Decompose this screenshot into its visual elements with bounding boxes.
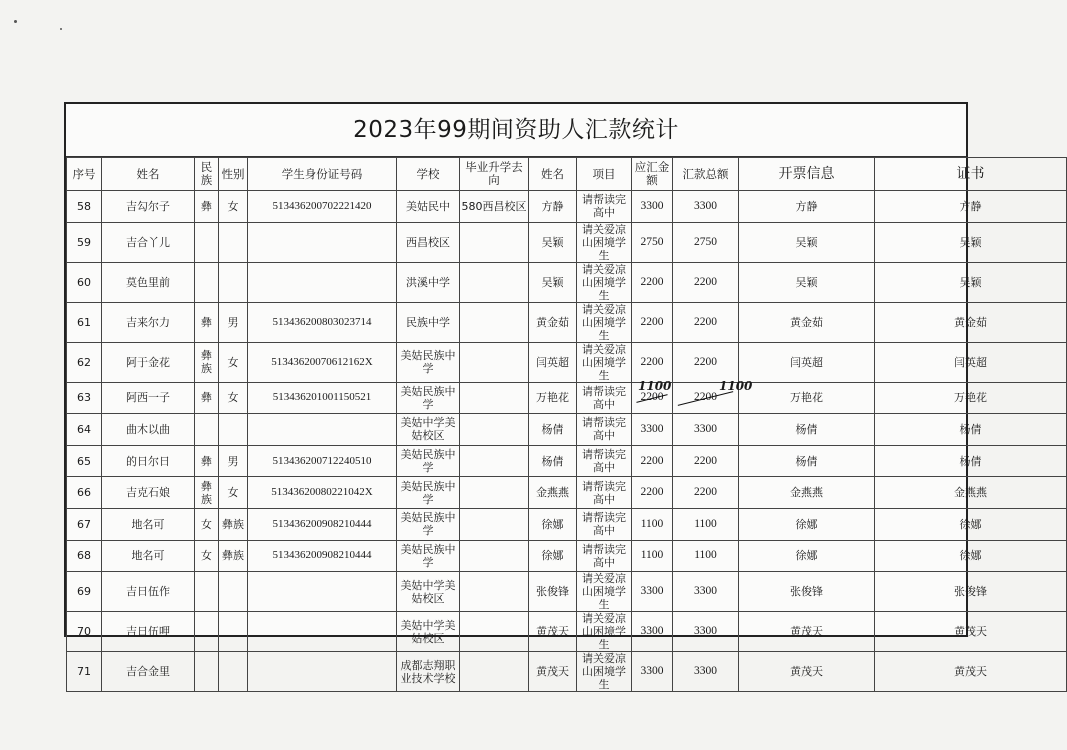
cell-seq: 70	[67, 612, 102, 652]
cell-due-amount: 3300	[632, 191, 673, 223]
cell-certificate: 张俊锋	[875, 572, 1067, 612]
cell-gender: 女	[219, 382, 248, 414]
cell-invoice: 徐娜	[739, 508, 875, 540]
cell-id-number: 51343620080221042X	[248, 477, 397, 509]
strike-through-mark	[636, 394, 667, 403]
header-school: 学校	[397, 158, 460, 191]
cell-gender	[219, 612, 248, 652]
cell-total-amount: 3300	[673, 652, 739, 692]
cell-invoice: 徐娜	[739, 540, 875, 572]
cell-sponsor-name: 黄金茹	[529, 302, 577, 342]
cell-certificate: 徐娜	[875, 540, 1067, 572]
cell-school: 美姑中学美姑校区	[397, 572, 460, 612]
cell-project: 请帮读完高中	[577, 540, 632, 572]
table-row	[67, 612, 1067, 652]
remittance-table	[66, 157, 1067, 692]
cell-project: 请关爱凉山困境学生	[577, 222, 632, 262]
cell-gender: 男	[219, 302, 248, 342]
cell-certificate: 杨倩	[875, 445, 1067, 477]
cell-project: 请帮读完高中	[577, 477, 632, 509]
cell-due-amount: 2200	[632, 342, 673, 382]
statistics-sheet	[64, 102, 987, 692]
cell-gender: 女	[219, 191, 248, 223]
cell-school: 美姑民族中学	[397, 382, 460, 414]
cell-invoice: 吴颖	[739, 262, 875, 302]
cell-student-name: 地名可	[102, 540, 195, 572]
scan-speck	[14, 20, 17, 23]
cell-total-amount: 2200	[673, 445, 739, 477]
cell-total-amount: 3300	[673, 612, 739, 652]
table-row	[67, 508, 1067, 540]
cell-ethnicity: 女	[195, 540, 219, 572]
cell-total-amount: 3300	[673, 191, 739, 223]
cell-graduation	[460, 302, 529, 342]
cell-seq: 71	[67, 652, 102, 692]
cell-graduation	[460, 540, 529, 572]
cell-total-amount: 3300	[673, 414, 739, 446]
table-row	[67, 222, 1067, 262]
header-graduation: 毕业升学去向	[460, 158, 529, 191]
cell-project: 请帮读完高中	[577, 445, 632, 477]
header-certificate: 证书	[875, 158, 1067, 191]
cell-seq: 69	[67, 572, 102, 612]
cell-sponsor-name: 万艳花	[529, 382, 577, 414]
cell-school: 美姑民族中学	[397, 540, 460, 572]
cell-invoice: 金燕燕	[739, 477, 875, 509]
cell-certificate: 吴颖	[875, 262, 1067, 302]
cell-due-amount: 2200	[632, 302, 673, 342]
cell-gender	[219, 572, 248, 612]
cell-due-amount: 1100	[632, 540, 673, 572]
cell-invoice: 吴颖	[739, 222, 875, 262]
cell-id-number: 513436201001150521	[248, 382, 397, 414]
cell-project: 请关爱凉山困境学生	[577, 572, 632, 612]
cell-sponsor-name: 杨倩	[529, 445, 577, 477]
cell-due-amount: 3300	[632, 652, 673, 692]
cell-id-number: 513436200803023714	[248, 302, 397, 342]
cell-certificate: 方静	[875, 191, 1067, 223]
sheet-title: 2023年99期间资助人汇款统计	[66, 104, 966, 157]
cell-invoice: 张俊锋	[739, 572, 875, 612]
cell-sponsor-name: 闫英超	[529, 342, 577, 382]
cell-graduation: 580西昌校区	[460, 191, 529, 223]
cell-student-name: 吉勾尔子	[102, 191, 195, 223]
cell-sponsor-name: 吴颖	[529, 262, 577, 302]
cell-certificate: 金燕燕	[875, 477, 1067, 509]
cell-student-name: 阿西一子	[102, 382, 195, 414]
cell-graduation	[460, 342, 529, 382]
cell-ethnicity: 女	[195, 508, 219, 540]
cell-graduation	[460, 652, 529, 692]
cell-seq: 67	[67, 508, 102, 540]
cell-gender	[219, 262, 248, 302]
cell-sponsor-name: 黄茂天	[529, 652, 577, 692]
cell-school: 美姑民族中学	[397, 508, 460, 540]
header-student-name: 姓名	[102, 158, 195, 191]
cell-project: 请关爱凉山困境学生	[577, 342, 632, 382]
cell-ethnicity	[195, 572, 219, 612]
cell-ethnicity: 彝族	[195, 477, 219, 509]
cell-certificate: 闫英超	[875, 342, 1067, 382]
cell-invoice: 方静	[739, 191, 875, 223]
cell-total-amount: 2200	[673, 302, 739, 342]
cell-certificate: 万艳花	[875, 382, 1067, 414]
cell-gender	[219, 652, 248, 692]
cell-gender	[219, 414, 248, 446]
table-row	[67, 382, 1067, 414]
cell-sponsor-name: 黄茂天	[529, 612, 577, 652]
cell-graduation	[460, 382, 529, 414]
cell-graduation	[460, 477, 529, 509]
cell-student-name: 的日尔日	[102, 445, 195, 477]
cell-id-number: 513436200908210444	[248, 508, 397, 540]
cell-total-amount: 2750	[673, 222, 739, 262]
table-row	[67, 302, 1067, 342]
header-ethnicity: 民族	[195, 158, 219, 191]
cell-student-name: 莫色里前	[102, 262, 195, 302]
cell-ethnicity	[195, 262, 219, 302]
cell-id-number	[248, 652, 397, 692]
cell-student-name: 吉日伍呷	[102, 612, 195, 652]
cell-project: 请帮读完高中	[577, 508, 632, 540]
header-id-number: 学生身份证号码	[248, 158, 397, 191]
cell-invoice: 黄金茹	[739, 302, 875, 342]
cell-id-number: 51343620070612162X	[248, 342, 397, 382]
header-project: 项目	[577, 158, 632, 191]
cell-invoice: 黄茂天	[739, 652, 875, 692]
cell-student-name: 地名可	[102, 508, 195, 540]
cell-seq: 58	[67, 191, 102, 223]
cell-gender: 女	[219, 477, 248, 509]
cell-school: 洪溪中学	[397, 262, 460, 302]
handwritten-total-correction: 1100	[719, 378, 753, 393]
cell-total-amount: 1100	[673, 508, 739, 540]
cell-project: 请关爱凉山困境学生	[577, 652, 632, 692]
cell-sponsor-name: 方静	[529, 191, 577, 223]
cell-due-amount: 2750	[632, 222, 673, 262]
cell-gender: 女	[219, 342, 248, 382]
cell-total-amount: 2200	[673, 342, 739, 382]
cell-seq: 60	[67, 262, 102, 302]
cell-gender	[219, 222, 248, 262]
cell-graduation	[460, 222, 529, 262]
strike-through-mark	[678, 391, 734, 406]
cell-total-amount: 2200	[673, 262, 739, 302]
cell-student-name: 阿于金花	[102, 342, 195, 382]
cell-due-amount: 2200 1100	[632, 382, 673, 414]
cell-total-amount: 1100	[673, 540, 739, 572]
header-seq: 序号	[67, 158, 102, 191]
cell-school: 成都志翔职业技术学校	[397, 652, 460, 692]
cell-seq: 65	[67, 445, 102, 477]
header-invoice: 开票信息	[739, 158, 875, 191]
table-row	[67, 572, 1067, 612]
cell-project: 请关爱凉山困境学生	[577, 302, 632, 342]
cell-certificate: 杨倩	[875, 414, 1067, 446]
cell-ethnicity	[195, 222, 219, 262]
cell-id-number: 513436200712240510	[248, 445, 397, 477]
cell-due-amount: 2200	[632, 262, 673, 302]
cell-invoice: 杨倩	[739, 445, 875, 477]
cell-seq: 68	[67, 540, 102, 572]
table-row	[67, 414, 1067, 446]
cell-invoice: 黄茂天	[739, 612, 875, 652]
cell-id-number	[248, 612, 397, 652]
table-row	[67, 191, 1067, 223]
table-row	[67, 342, 1067, 382]
cell-ethnicity: 彝族	[195, 342, 219, 382]
cell-student-name: 吉来尔力	[102, 302, 195, 342]
table-row	[67, 477, 1067, 509]
cell-invoice: 杨倩	[739, 414, 875, 446]
table-row	[67, 445, 1067, 477]
cell-graduation	[460, 414, 529, 446]
scan-speck	[60, 28, 62, 30]
cell-sponsor-name: 张俊锋	[529, 572, 577, 612]
cell-sponsor-name: 吴颖	[529, 222, 577, 262]
cell-ethnicity	[195, 612, 219, 652]
cell-ethnicity	[195, 652, 219, 692]
cell-sponsor-name: 徐娜	[529, 508, 577, 540]
cell-due-amount: 2200	[632, 445, 673, 477]
cell-due-amount: 2200	[632, 477, 673, 509]
cell-sponsor-name: 杨倩	[529, 414, 577, 446]
cell-seq: 66	[67, 477, 102, 509]
handwritten-due-correction: 1100	[638, 378, 672, 393]
cell-student-name: 吉合丫儿	[102, 222, 195, 262]
cell-certificate: 黄茂天	[875, 612, 1067, 652]
cell-sponsor-name: 金燕燕	[529, 477, 577, 509]
cell-ethnicity	[195, 414, 219, 446]
cell-graduation	[460, 445, 529, 477]
header-row	[67, 158, 1067, 191]
cell-seq: 59	[67, 222, 102, 262]
table-row	[67, 652, 1067, 692]
cell-id-number	[248, 222, 397, 262]
header-sponsor-name: 姓名	[529, 158, 577, 191]
cell-school: 美姑民族中学	[397, 445, 460, 477]
cell-due-amount: 3300	[632, 612, 673, 652]
cell-ethnicity: 彝	[195, 382, 219, 414]
cell-seq: 64	[67, 414, 102, 446]
cell-graduation	[460, 612, 529, 652]
cell-student-name: 吉合金里	[102, 652, 195, 692]
cell-graduation	[460, 572, 529, 612]
cell-id-number	[248, 414, 397, 446]
cell-graduation	[460, 262, 529, 302]
cell-project: 请帮读完高中	[577, 382, 632, 414]
cell-school: 美姑民族中学	[397, 477, 460, 509]
table-row	[67, 540, 1067, 572]
cell-due-amount: 1100	[632, 508, 673, 540]
cell-id-number: 513436200908210444	[248, 540, 397, 572]
cell-project: 请关爱凉山困境学生	[577, 262, 632, 302]
cell-student-name: 吉克石娘	[102, 477, 195, 509]
cell-certificate: 黄金茹	[875, 302, 1067, 342]
cell-total-amount: 2200	[673, 477, 739, 509]
header-gender: 性别	[219, 158, 248, 191]
table-row	[67, 262, 1067, 302]
cell-project: 请关爱凉山困境学生	[577, 612, 632, 652]
cell-school: 美姑民族中学	[397, 342, 460, 382]
cell-seq: 61	[67, 302, 102, 342]
cell-gender: 彝族	[219, 508, 248, 540]
cell-total-amount: 3300	[673, 572, 739, 612]
cell-seq: 62	[67, 342, 102, 382]
cell-student-name: 吉日伍作	[102, 572, 195, 612]
cell-sponsor-name: 徐娜	[529, 540, 577, 572]
header-due-amount: 应汇金额	[632, 158, 673, 191]
header-total-amount: 汇款总额	[673, 158, 739, 191]
cell-id-number	[248, 262, 397, 302]
cell-school: 美姑中学美姑校区	[397, 612, 460, 652]
cell-invoice: 万艳花	[739, 382, 875, 414]
cell-project: 请帮读完高中	[577, 191, 632, 223]
cell-invoice: 闫英超	[739, 342, 875, 382]
cell-id-number: 513436200702221420	[248, 191, 397, 223]
cell-certificate: 徐娜	[875, 508, 1067, 540]
cell-ethnicity: 彝	[195, 191, 219, 223]
cell-ethnicity: 彝	[195, 445, 219, 477]
cell-school: 民族中学	[397, 302, 460, 342]
cell-due-amount: 3300	[632, 414, 673, 446]
cell-certificate: 吴颖	[875, 222, 1067, 262]
cell-gender: 彝族	[219, 540, 248, 572]
cell-due-amount: 3300	[632, 572, 673, 612]
cell-id-number	[248, 572, 397, 612]
cell-student-name: 曲木以曲	[102, 414, 195, 446]
cell-ethnicity: 彝	[195, 302, 219, 342]
cell-graduation	[460, 508, 529, 540]
cell-school: 美姑中学美姑校区	[397, 414, 460, 446]
cell-project: 请帮读完高中	[577, 414, 632, 446]
cell-gender: 男	[219, 445, 248, 477]
cell-seq: 63	[67, 382, 102, 414]
cell-total-amount: 2200 1100	[673, 382, 739, 414]
cell-school: 美姑民中	[397, 191, 460, 223]
cell-certificate: 黄茂天	[875, 652, 1067, 692]
cell-school: 西昌校区	[397, 222, 460, 262]
